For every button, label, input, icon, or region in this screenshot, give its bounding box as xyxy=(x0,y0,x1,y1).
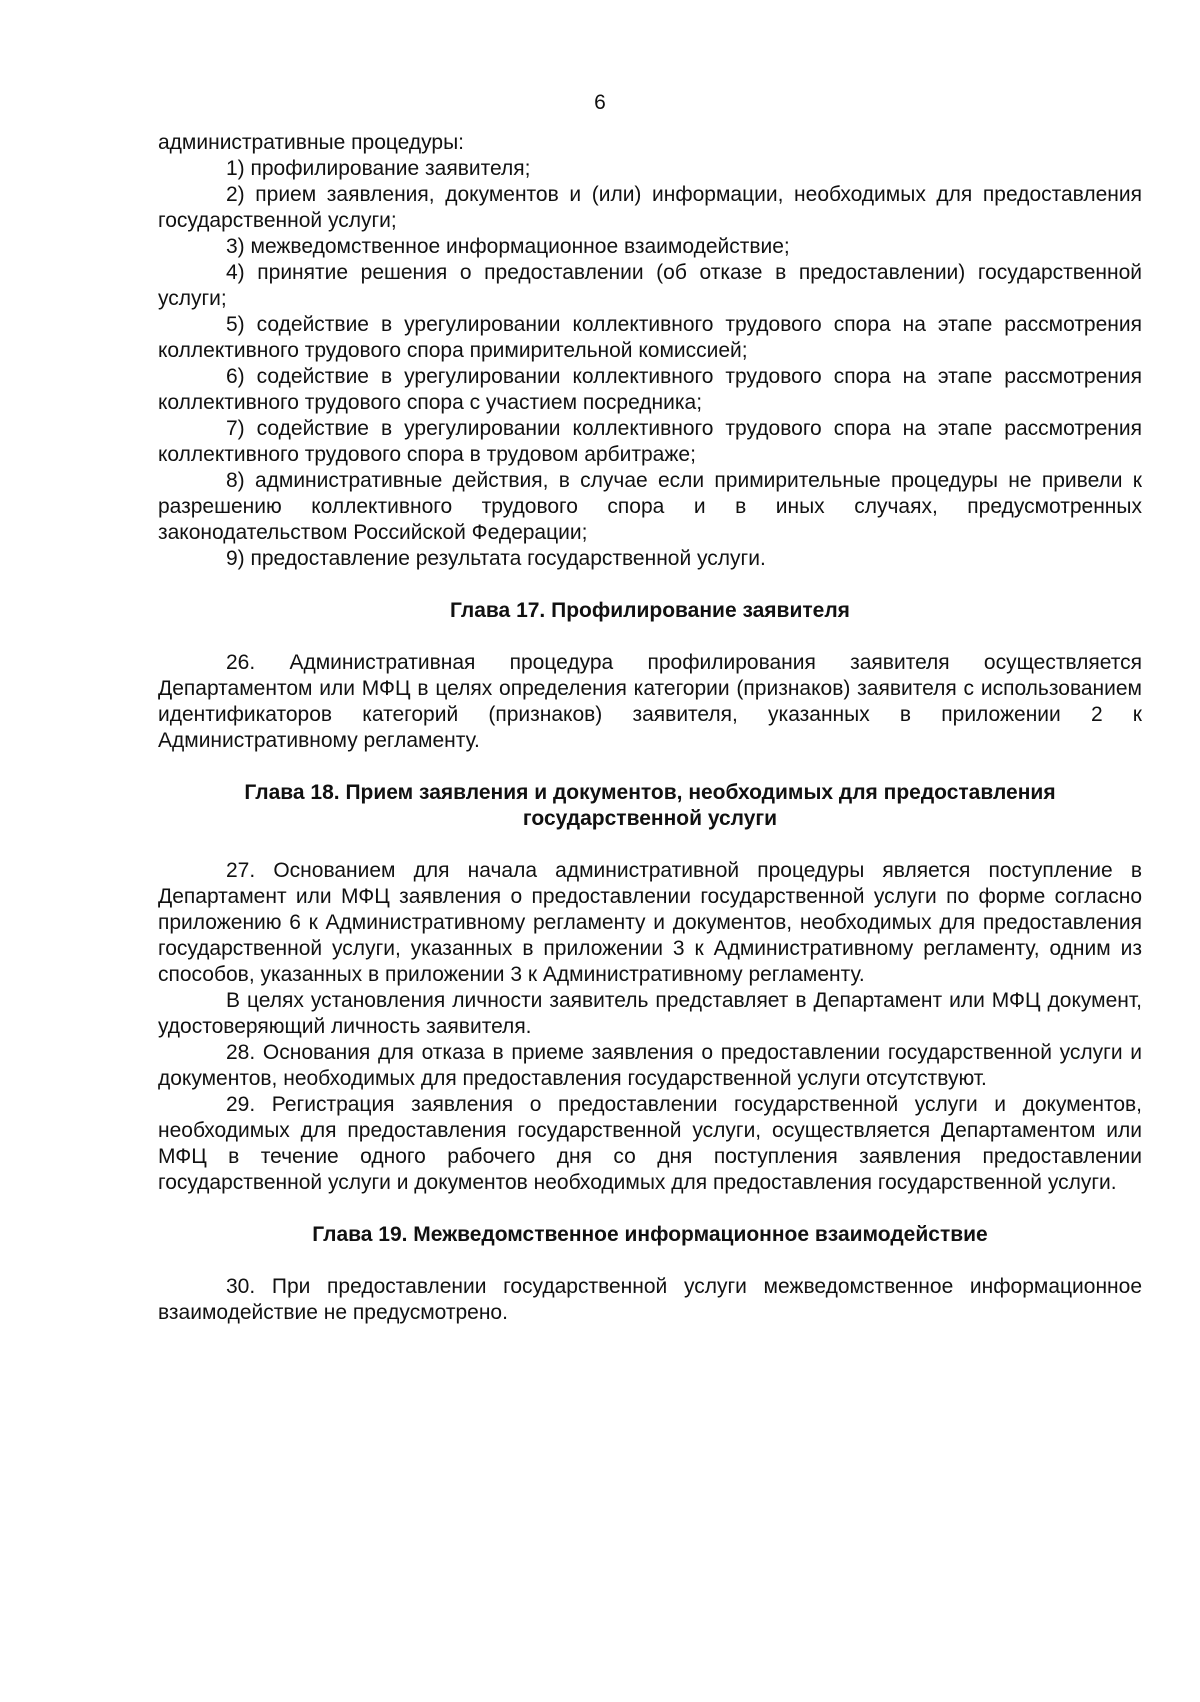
spacer xyxy=(158,832,1142,858)
procedure-item-3: 3) межведомственное информационное взаимодействие; xyxy=(226,235,790,258)
procedures-intro: административные процедуры: xyxy=(158,131,465,154)
chapter-18-title-line-2: государственной услуги xyxy=(522,807,778,830)
procedure-item-5: 5) содействие в урегулировании коллективного трудового спора на этапе рассмотрения коллективного трудового спора примирительной комиссией; xyxy=(158,313,1142,362)
chapter-17-paragraph-26: 26. Административная процедура профилирования заявителя осуществляется Департаментом или МФЦ в целях определения категории (признаков) заявителя с использованием идентификаторов категорий (признаков) заявителя, указанных в приложении 2 к Административному регламенту. xyxy=(158,651,1142,752)
procedure-item-4: 4) принятие решения о предоставлении (об отказе в предоставлении) государственной услуги; xyxy=(158,261,1142,310)
chapter-19-paragraph-30: 30. При предоставлении государственной услуги межведомственное информационное взаимодействие не предусмотрено. xyxy=(158,1275,1142,1324)
chapter-18-paragraph-27: 27. Основанием для начала административной процедуры является поступление в Департамент или МФЦ заявления о предоставлении государственной услуги по форме согласно приложению 6 к Административному регламенту и документов, необходимых для предоставления государственной услуги, указанных в приложении 3 к Административному регламенту, одним из способов, указанных в приложении 3 к Административному регламенту. xyxy=(158,859,1142,986)
spacer xyxy=(158,624,1142,650)
procedure-item-9: 9) предоставление результата государственной услуги. xyxy=(226,547,766,570)
chapter-18-paragraph-29: 29. Регистрация заявления о предоставлении государственной услуги и документов, необходимых для предоставления государственной услуги, осуществляется Департаментом или МФЦ в течение одного рабочего дня со дня поступления заявления предоставлении государственной услуги и документов необходимых для предоставления государственной услуги. xyxy=(158,1093,1142,1194)
chapter-18-title-line-1: Глава 18. Прием заявления и документов, необходимых для предоставления xyxy=(244,781,1056,804)
procedure-item-2: 2) прием заявления, документов и (или) информации, необходимых для предоставления государственной услуги; xyxy=(158,183,1142,232)
document-body xyxy=(158,130,1142,1326)
page-number: 6 xyxy=(594,91,606,114)
chapter-18-title xyxy=(158,780,1142,832)
chapter-19-title: Глава 19. Межведомственное информационное взаимодействие xyxy=(312,1223,988,1246)
chapter-18-paragraph-28: 28. Основания для отказа в приеме заявления о предоставлении государственной услуги и документов, необходимых для предоставления государственной услуги отсутствуют. xyxy=(158,1041,1142,1090)
chapter-17-title: Глава 17. Профилирование заявителя xyxy=(450,599,850,622)
procedure-item-6: 6) содействие в урегулировании коллективного трудового спора на этапе рассмотрения коллективного трудового спора с участием посредника; xyxy=(158,365,1142,414)
procedure-item-1: 1) профилирование заявителя; xyxy=(226,157,531,180)
spacer xyxy=(158,754,1142,780)
spacer xyxy=(158,1248,1142,1274)
spacer xyxy=(158,1196,1142,1222)
spacer xyxy=(158,572,1142,598)
procedure-item-7: 7) содействие в урегулировании коллективного трудового спора на этапе рассмотрения коллективного трудового спора в трудовом арбитраже; xyxy=(158,417,1142,466)
chapter-18-paragraph-identity: В целях установления личности заявитель представляет в Департамент или МФЦ документ, удостоверяющий личность заявителя. xyxy=(158,989,1142,1038)
procedure-item-8: 8) административные действия, в случае если примирительные процедуры не привели к разрешению коллективного трудового спора и в иных случаях, предусмотренных законодательством Российской Федерации; xyxy=(158,469,1142,544)
